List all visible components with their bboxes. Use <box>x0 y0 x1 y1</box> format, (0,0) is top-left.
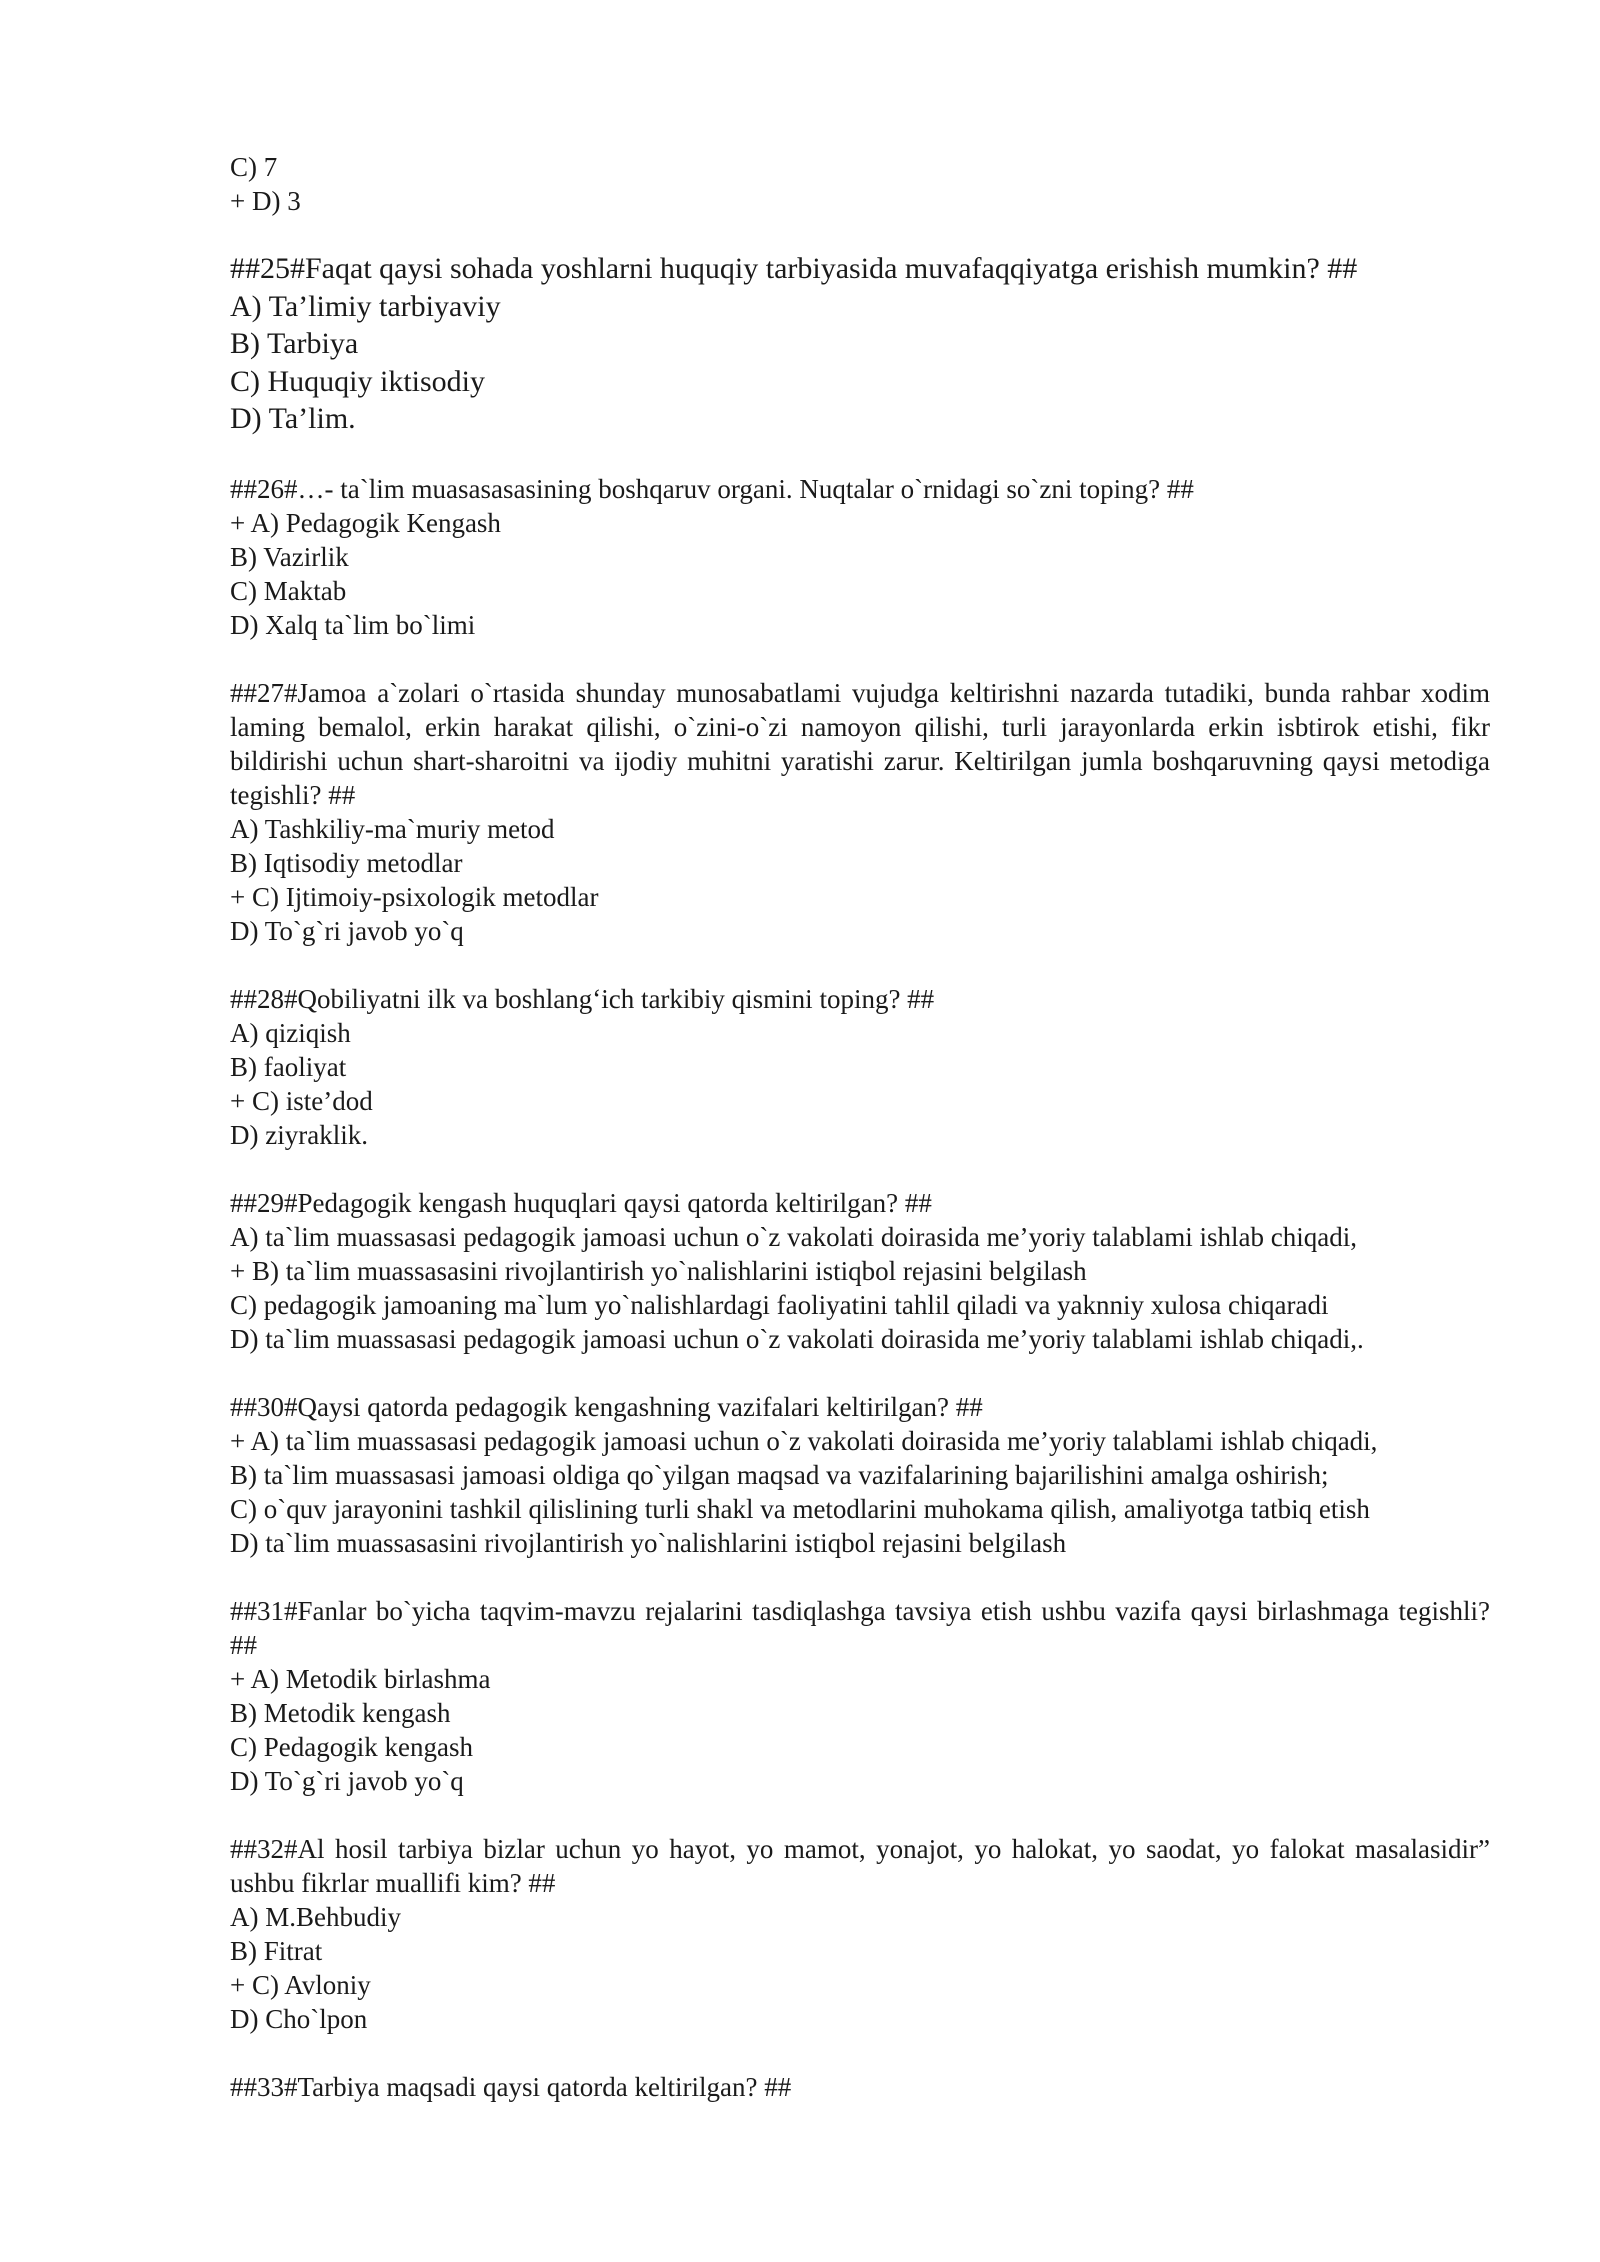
option-correct: + C) iste’dod <box>230 1085 373 1116</box>
question-28 <box>230 982 1490 1152</box>
option: D) ta`lim muassasasi pedagogik jamoasi uchun o`z vakolati doirasida me’yoriy talablami ishlab chiqadi,. <box>230 1323 1364 1354</box>
option: B) Vazirlik <box>230 541 349 572</box>
option-correct: + A) Pedagogik Kengash <box>230 507 501 538</box>
question-31 <box>230 1594 1490 1798</box>
option: D) To`g`ri javob yo`q <box>230 915 464 946</box>
question-30 <box>230 1390 1490 1560</box>
option-correct: + A) Metodik birlashma <box>230 1663 491 1694</box>
option: D) Ta’lim. <box>230 402 356 435</box>
option: A) ta`lim muassasasi pedagogik jamoasi uchun o`z vakolati doirasida me’yoriy talablami ishlab chiqadi, <box>230 1221 1357 1252</box>
question-32 <box>230 1832 1490 2036</box>
question-text: ##25#Faqat qaysi sohada yoshlarni huquqiy tarbiyasida muvafaqqiyatga erishish mumkin? ## <box>230 252 1358 285</box>
option: D) ziyraklik. <box>230 1119 368 1150</box>
option: C) o`quv jarayonini tashkil qilislining turli shakl va metodlarini muhokama qilish, amaliyotga tatbiq etish <box>230 1493 1370 1524</box>
option: B) Tarbiya <box>230 327 359 360</box>
question-text: ##28#Qobiliyatni ilk va boshlang‘ich tarkibiy qismini toping? ## <box>230 983 935 1014</box>
option: C) Pedagogik kengash <box>230 1731 473 1762</box>
option-correct: + D) 3 <box>230 186 301 216</box>
question-text: ##27#Jamoa a`zolari o`rtasida shunday munosabatlami vujudga keltirishni nazarda tutadiki, bunda rahbar xodim laming bemalol, erkin harakat qilishi, o`zini-o`zi namoyon qilishi, turli jarayonlarda erkin isbtirok etishi, fikr bildirishi uchun shart-sharoitni va ijodiy muhitni yaratishi zarur. Keltirilgan jumla boshqaruvning qaysi metodiga tegishli? ## <box>230 677 1490 810</box>
option: C) Huquqiy iktisodiy <box>230 364 486 398</box>
question-25 <box>230 250 1490 438</box>
option: B) faoliyat <box>230 1051 347 1082</box>
option: A) Ta’limiy tarbiyaviy <box>230 289 501 323</box>
option-correct: + A) ta`lim muassasasi pedagogik jamoasi uchun o`z vakolati doirasida me’yoriy talablami ishlab chiqadi, <box>230 1425 1378 1456</box>
option: C) Maktab <box>230 575 347 606</box>
question-33 <box>230 2070 1490 2104</box>
option: A) qiziqish <box>230 1017 351 1048</box>
option: C) 7 <box>230 152 278 182</box>
question-26 <box>230 472 1490 642</box>
option-correct: + B) ta`lim muassasasini rivojlantirish yo`nalishlarini istiqbol rejasini belgilash <box>230 1255 1087 1286</box>
option-correct: + C) Avloniy <box>230 1969 371 2000</box>
option: C) pedagogik jamoaning ma`lum yo`nalishlardagi faoliyatini tahlil qiladi va yaknniy xulosa chiqaradi <box>230 1289 1329 1320</box>
option: A) M.Behbudiy <box>230 1901 401 1932</box>
option: B) Iqtisodiy metodlar <box>230 847 463 878</box>
option: D) ta`lim muassasasini rivojlantirish yo`nalishlarini istiqbol rejasini belgilash <box>230 1527 1067 1558</box>
option: A) Tashkiliy-ma`muriy metod <box>230 813 555 844</box>
document-page <box>230 150 1490 2104</box>
option-correct: + C) Ijtimoiy-psixologik metodlar <box>230 881 599 912</box>
option: D) Cho`lpon <box>230 2003 368 2034</box>
option: D) Xalq ta`lim bo`limi <box>230 609 476 640</box>
option: B) ta`lim muassasasi jamoasi oldiga qo`yilgan maqsad va vazifalarining bajarilishini amalga oshirish; <box>230 1459 1329 1490</box>
option: D) To`g`ri javob yo`q <box>230 1765 464 1796</box>
question-text: ##32#Al hosil tarbiya bizlar uchun yo hayot, yo mamot, yonajot, yo halokat, yo saodat, yo falokat masalasidir” ushbu fikrlar muallifi kim? ## <box>230 1833 1490 1898</box>
option: B) Fitrat <box>230 1935 323 1966</box>
option: B) Metodik kengash <box>230 1697 451 1728</box>
question-29 <box>230 1186 1490 1356</box>
previous-question-options <box>230 150 1490 218</box>
question-text: ##29#Pedagogik kengash huquqlari qaysi qatorda keltirilgan? ## <box>230 1187 932 1218</box>
question-text: ##31#Fanlar bo`yicha taqvim-mavzu rejalarini tasdiqlashga tavsiya etish ushbu vazifa qaysi birlashmaga tegishli? ## <box>230 1595 1490 1660</box>
question-27 <box>230 676 1490 948</box>
question-text: ##26#…- ta`lim muasasasasining boshqaruv organi. Nuqtalar o`rnidagi so`zni toping? ## <box>230 473 1194 504</box>
question-text: ##30#Qaysi qatorda pedagogik kengashning vazifalari keltirilgan? ## <box>230 1391 983 1422</box>
question-text: ##33#Tarbiya maqsadi qaysi qatorda keltirilgan? ## <box>230 2071 792 2102</box>
